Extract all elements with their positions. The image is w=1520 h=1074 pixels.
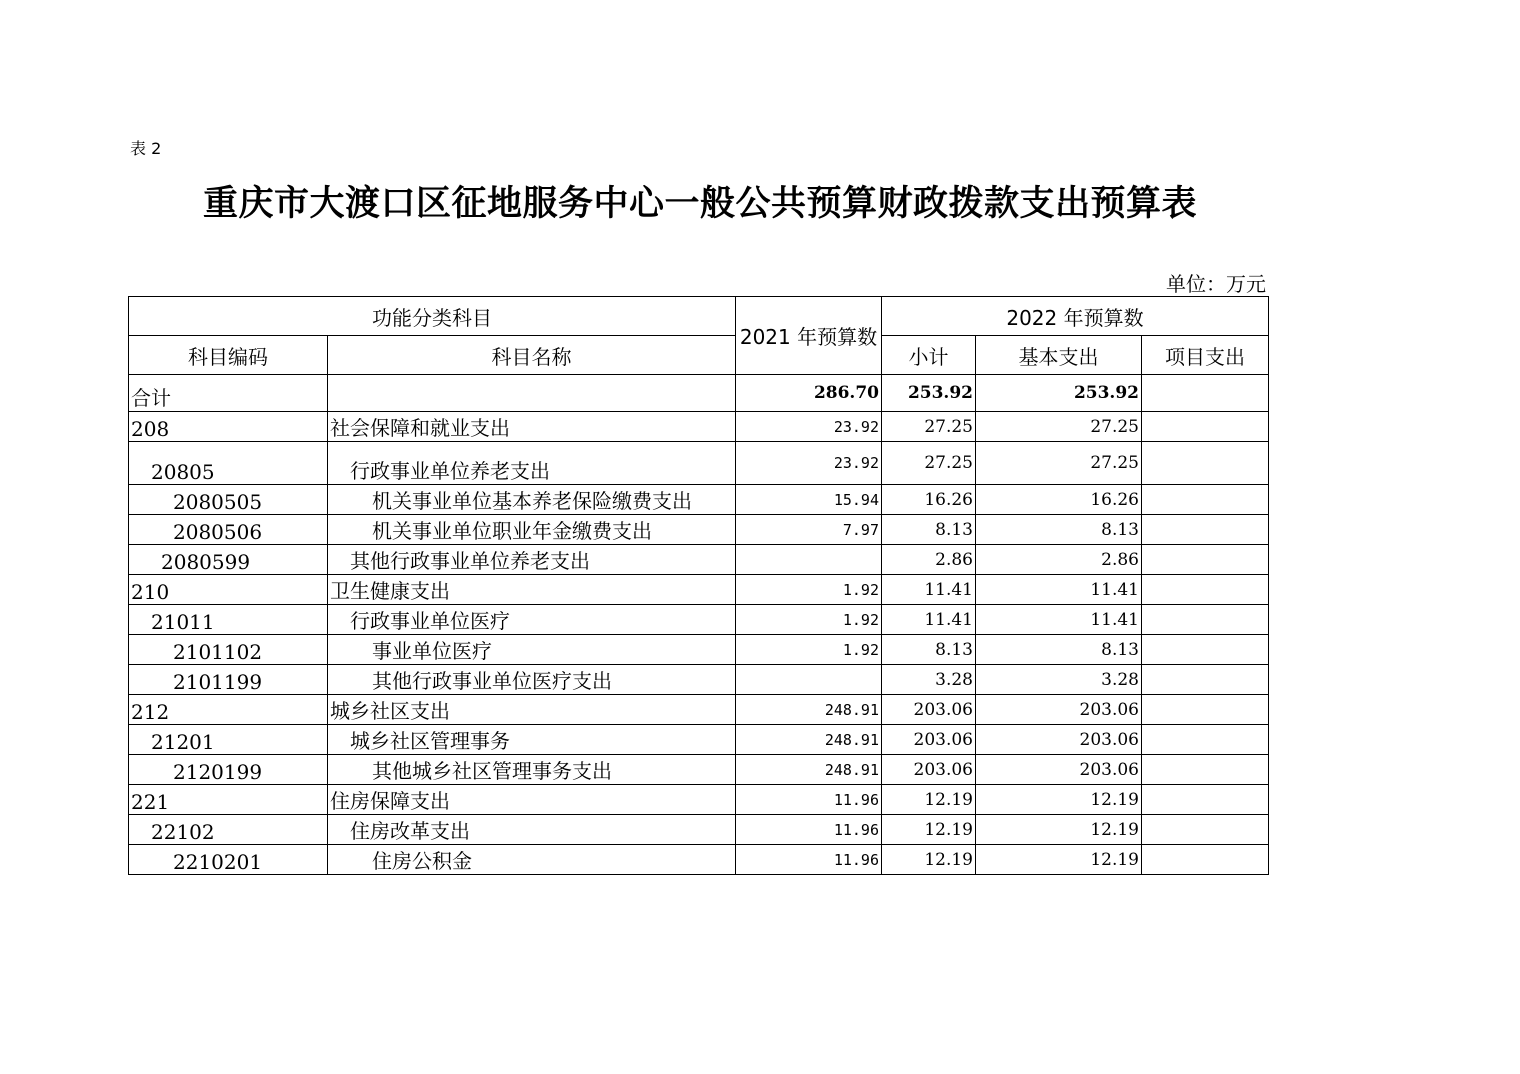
row-subtotal: 2.86 (882, 545, 976, 575)
header-budget-2021: 2021 年预算数 (736, 297, 882, 375)
table-row (129, 665, 1269, 695)
page-title: 重庆市大渡口区征地服务中心一般公共预算财政拨款支出预算表 (202, 184, 1197, 224)
row-budget-2021: 11.96 (736, 785, 882, 815)
row-project (1142, 575, 1269, 605)
row-name: 卫生健康支出 (328, 575, 736, 605)
row-budget-2021: 7.97 (736, 515, 882, 545)
total-basic: 253.92 (976, 375, 1142, 412)
total-name (328, 375, 736, 412)
row-project (1142, 635, 1269, 665)
row-basic: 3.28 (976, 665, 1142, 695)
table-row (129, 515, 1269, 545)
table-row (129, 725, 1269, 755)
row-subtotal: 11.41 (882, 575, 976, 605)
unit-label: 单位：万元 (1166, 272, 1266, 296)
row-name: 住房保障支出 (328, 785, 736, 815)
row-project (1142, 785, 1269, 815)
table-row (129, 442, 1269, 485)
row-project (1142, 845, 1269, 875)
row-project (1142, 442, 1269, 485)
row-basic: 12.19 (976, 785, 1142, 815)
row-subtotal: 12.19 (882, 785, 976, 815)
row-budget-2021: 248.91 (736, 755, 882, 785)
row-budget-2021: 248.91 (736, 725, 882, 755)
table-row (129, 785, 1269, 815)
row-subtotal: 12.19 (882, 815, 976, 845)
row-name: 机关事业单位基本养老保险缴费支出 (328, 485, 736, 515)
header-budget-2022: 2022 年预算数 (882, 297, 1269, 336)
row-subtotal: 16.26 (882, 485, 976, 515)
row-budget-2021 (736, 665, 882, 695)
row-subtotal: 3.28 (882, 665, 976, 695)
row-name: 社会保障和就业支出 (328, 412, 736, 442)
row-name: 住房公积金 (328, 845, 736, 875)
row-name: 城乡社区支出 (328, 695, 736, 725)
row-code: 22102 (129, 815, 328, 845)
table-row (129, 575, 1269, 605)
row-basic: 203.06 (976, 725, 1142, 755)
row-project (1142, 695, 1269, 725)
row-name: 行政事业单位养老支出 (328, 442, 736, 485)
row-budget-2021: 11.96 (736, 845, 882, 875)
row-budget-2021: 23.92 (736, 412, 882, 442)
row-subtotal: 27.25 (882, 442, 976, 485)
total-subtotal: 253.92 (882, 375, 976, 412)
header-project: 项目支出 (1142, 336, 1269, 375)
header-row-2 (129, 336, 1269, 375)
row-project (1142, 515, 1269, 545)
row-name: 城乡社区管理事务 (328, 725, 736, 755)
row-code: 2120199 (129, 755, 328, 785)
row-project (1142, 665, 1269, 695)
table-row (129, 755, 1269, 785)
row-name: 住房改革支出 (328, 815, 736, 845)
row-project (1142, 725, 1269, 755)
row-basic: 16.26 (976, 485, 1142, 515)
table-row (129, 545, 1269, 575)
row-code: 2101102 (129, 635, 328, 665)
total-project (1142, 375, 1269, 412)
table-row (129, 815, 1269, 845)
row-basic: 8.13 (976, 635, 1142, 665)
table-row (129, 845, 1269, 875)
row-basic: 27.25 (976, 412, 1142, 442)
header-row-1 (129, 297, 1269, 336)
table-row (129, 485, 1269, 515)
row-project (1142, 412, 1269, 442)
row-name: 其他行政事业单位医疗支出 (328, 665, 736, 695)
row-subtotal: 8.13 (882, 515, 976, 545)
table-row (129, 695, 1269, 725)
total-label: 合计 (129, 375, 328, 412)
row-budget-2021: 15.94 (736, 485, 882, 515)
row-subtotal: 203.06 (882, 725, 976, 755)
row-code: 212 (129, 695, 328, 725)
row-code: 2101199 (129, 665, 328, 695)
row-subtotal: 203.06 (882, 695, 976, 725)
header-func-category: 功能分类科目 (129, 297, 736, 336)
budget-table (128, 296, 1269, 875)
header-subtotal: 小计 (882, 336, 976, 375)
total-row (129, 375, 1269, 412)
row-basic: 2.86 (976, 545, 1142, 575)
row-code: 21011 (129, 605, 328, 635)
row-budget-2021: 1.92 (736, 605, 882, 635)
row-budget-2021: 11.96 (736, 815, 882, 845)
row-project (1142, 485, 1269, 515)
row-budget-2021: 1.92 (736, 635, 882, 665)
row-project (1142, 755, 1269, 785)
row-code: 2080505 (129, 485, 328, 515)
row-basic: 8.13 (976, 515, 1142, 545)
header-code: 科目编码 (129, 336, 328, 375)
table-row (129, 635, 1269, 665)
row-project (1142, 545, 1269, 575)
row-basic: 11.41 (976, 605, 1142, 635)
row-name: 其他行政事业单位养老支出 (328, 545, 736, 575)
row-budget-2021: 1.92 (736, 575, 882, 605)
row-subtotal: 12.19 (882, 845, 976, 875)
row-code: 2210201 (129, 845, 328, 875)
row-code: 21201 (129, 725, 328, 755)
row-basic: 203.06 (976, 755, 1142, 785)
row-budget-2021: 23.92 (736, 442, 882, 485)
row-budget-2021 (736, 545, 882, 575)
table-row (129, 412, 1269, 442)
total-budget-2021: 286.70 (736, 375, 882, 412)
row-code: 221 (129, 785, 328, 815)
row-project (1142, 815, 1269, 845)
row-name: 机关事业单位职业年金缴费支出 (328, 515, 736, 545)
header-name: 科目名称 (328, 336, 736, 375)
table-number: 表 2 (130, 139, 162, 158)
row-basic: 11.41 (976, 575, 1142, 605)
row-name: 事业单位医疗 (328, 635, 736, 665)
row-basic: 27.25 (976, 442, 1142, 485)
row-subtotal: 27.25 (882, 412, 976, 442)
row-basic: 12.19 (976, 845, 1142, 875)
row-code: 20805 (129, 442, 328, 485)
row-code: 210 (129, 575, 328, 605)
row-name: 其他城乡社区管理事务支出 (328, 755, 736, 785)
header-basic: 基本支出 (976, 336, 1142, 375)
row-code: 2080599 (129, 545, 328, 575)
row-code: 2080506 (129, 515, 328, 545)
row-basic: 12.19 (976, 815, 1142, 845)
row-name: 行政事业单位医疗 (328, 605, 736, 635)
row-basic: 203.06 (976, 695, 1142, 725)
row-subtotal: 8.13 (882, 635, 976, 665)
row-subtotal: 11.41 (882, 605, 976, 635)
row-code: 208 (129, 412, 328, 442)
row-budget-2021: 248.91 (736, 695, 882, 725)
row-project (1142, 605, 1269, 635)
table-row (129, 605, 1269, 635)
row-subtotal: 203.06 (882, 755, 976, 785)
